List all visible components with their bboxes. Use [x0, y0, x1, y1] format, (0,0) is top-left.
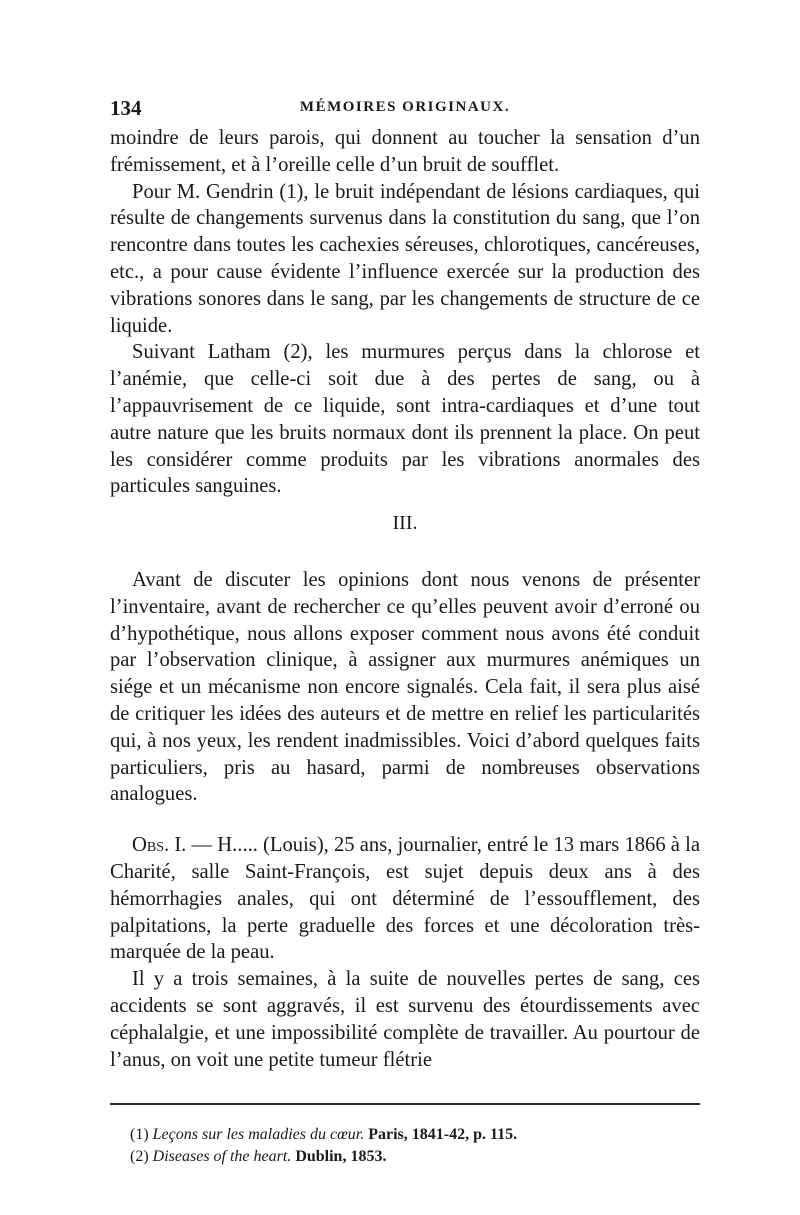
observation-continuation: Il y a trois semaines, à la suite de nouvelles pertes de sang, ces accidents se sont aggravés, il est survenu des étourdissements avec céphalalgie, et une impossibilité complète de travailler. Au pourtour de l’anus, on voit une petite tumeur flétrie	[110, 968, 700, 1071]
footnote-title: Leçons sur les maladies du cœur.	[152, 1126, 365, 1143]
paragraph-continued: moindre de leurs parois, qui donnent au toucher la sensation d’un frémissement, et à l’oreille celle d’un bruit de soufflet.	[110, 127, 700, 176]
paragraph-section-intro: Avant de discuter les opinions dont nous venons de présenter l’inventaire, avant de rechercher ce qu’elles peuvent avoir d’erroné ou d’hypothétique, nous allons exposer comment nous avons été conduit par l’observation clinique, à assigner aux murmures anémiques un siége et un mécanisme non encore signalés. Cela fait, il sera plus aisé de critiquer les idées des auteurs et de mettre en relief les particularités qui, à nos yeux, les rendent inadmissibles. Voici d’abord quelques faits particuliers, pris au hasard, parmi de nombreuses observations analogues.	[110, 568, 700, 806]
footnote-2	[130, 1146, 700, 1168]
page-body	[110, 125, 700, 1073]
paragraph-gendrin: Pour M. Gendrin (1), le bruit indépendant de lésions cardiaques, qui résulte de changements survenus dans la constitution du sang, que l’on rencontre dans toutes les cachexies séreuses, chlorotiques, cancéreuses, etc., a pour cause évidente l’influence exercée sur la production des vibrations sonores dans le sang, par les changements de structure de ce liquide.	[110, 180, 700, 337]
footnote-title: Diseases of the heart.	[152, 1148, 292, 1165]
footnotes	[130, 1124, 700, 1168]
observation-paragraph	[110, 832, 700, 966]
observation-label: Obs. I.	[132, 834, 187, 857]
footnote-rule	[110, 1103, 700, 1105]
page-number: 134	[110, 96, 142, 120]
running-title: MÉMOIRES ORIGINAUX.	[299, 99, 511, 115]
footnote-detail: Paris, 1841-42, p. 115.	[368, 1126, 518, 1143]
section-heading: III.	[392, 512, 418, 535]
footnote-marker: (2)	[130, 1148, 149, 1165]
page-header	[110, 96, 700, 122]
footnote-marker: (1)	[130, 1126, 149, 1143]
paragraph-latham: Suivant Latham (2), les murmures perçus dans la chlorose et l’anémie, que celle-ci soit due à des pertes de sang, ou à l’appauvrisement de ce liquide, sont intra-cardiaques et d’une tout autre nature que les bruits normaux dont ils prennent la place. On peut les considérer comme produits par les vibrations anormales des particules sanguines.	[110, 341, 700, 498]
paragraph-gap	[110, 808, 700, 832]
observation-text: — H..... (Louis), 25 ans, journalier, entré le 13 mars 1866 à la Charité, salle Saint-François, est sujet depuis deux ans à des hémorrhagies anales, qui ont déterminé de l’essoufflement, des palpitations, la perte graduelle des forces et une décoloration très-marquée de la peau.	[110, 834, 700, 964]
footnote-detail: Dublin, 1853.	[295, 1148, 387, 1165]
footnote-1	[130, 1124, 700, 1146]
